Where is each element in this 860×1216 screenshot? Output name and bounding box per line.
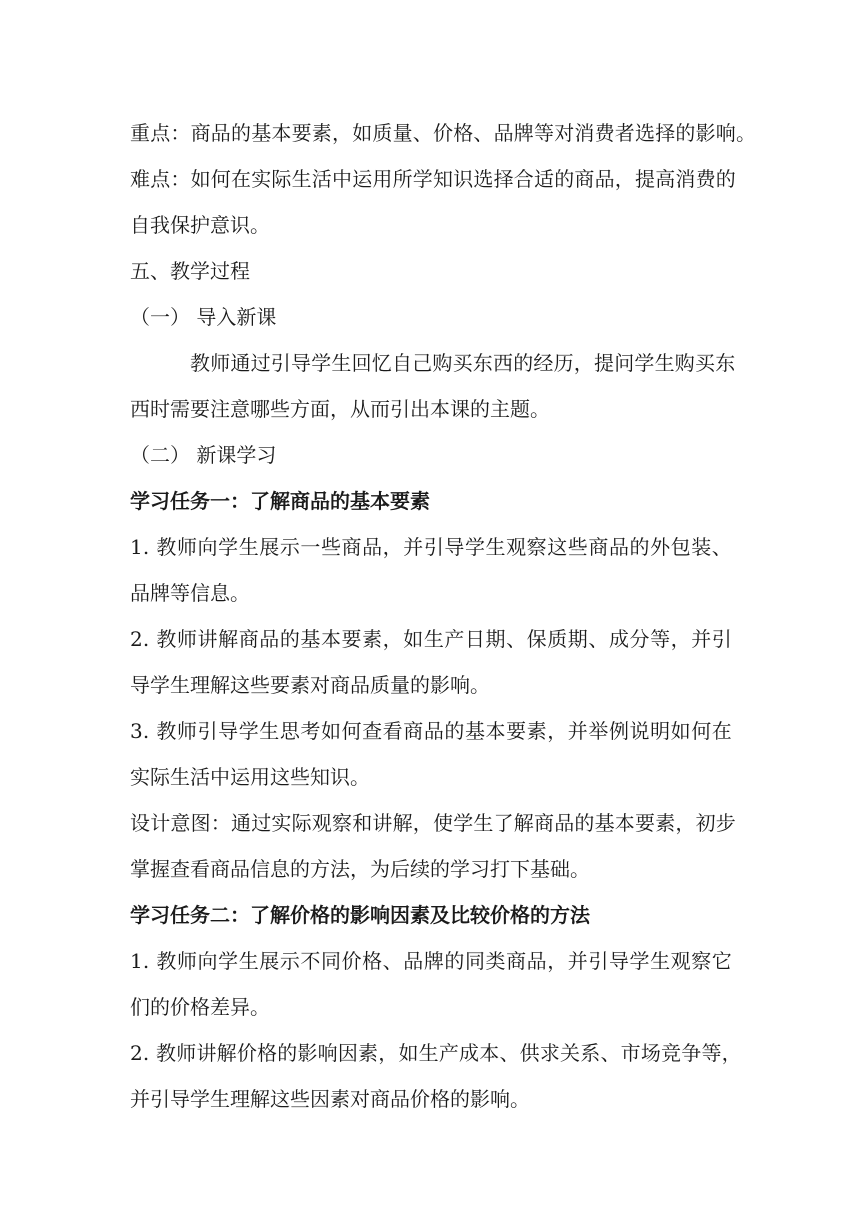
text-line: （一） 导入新课 xyxy=(130,305,277,329)
text-line: 掌握查看商品信息的方法，为后续的学习打下基础。 xyxy=(130,857,590,881)
text-line: 2. 教师讲解商品的基本要素，如生产日期、保质期、成分等，并引 xyxy=(130,627,732,651)
text-line: 3. 教师引导学生思考如何查看商品的基本要素，并举例说明如何在 xyxy=(130,719,732,743)
text-line: 设计意图：通过实际观察和讲解，使学生了解商品的基本要素，初步 xyxy=(130,811,736,835)
text-line: 们的价格差异。 xyxy=(130,995,270,1019)
text-line: 西时需要注意哪些方面，从而引出本课的主题。 xyxy=(130,397,550,421)
text-line: 教师通过引导学生回忆自己购买东西的经历，提问学生购买东 xyxy=(190,351,736,375)
text-line: （二） 新课学习 xyxy=(130,443,277,467)
text-line: 导学生理解这些要素对商品质量的影响。 xyxy=(130,673,490,697)
text-line: 1. 教师向学生展示不同价格、品牌的同类商品，并引导学生观察它 xyxy=(130,949,732,973)
section-heading: 学习任务一：了解商品的基本要素 xyxy=(130,489,430,513)
text-line: 品牌等信息。 xyxy=(130,581,250,605)
text-line: 1. 教师向学生展示一些商品，并引导学生观察这些商品的外包装、 xyxy=(130,535,732,559)
text-line: 五、教学过程 xyxy=(130,259,250,283)
text-line: 难点：如何在实际生活中运用所学知识选择合适的商品，提高消费的 xyxy=(130,167,736,191)
text-line: 2. 教师讲解价格的影响因素，如生产成本、供求关系、市场竞争等， xyxy=(130,1041,742,1065)
section-heading: 学习任务二：了解价格的影响因素及比较价格的方法 xyxy=(130,903,590,927)
text-line: 实际生活中运用这些知识。 xyxy=(130,765,370,789)
document-body xyxy=(130,110,757,1122)
text-line: 自我保护意识。 xyxy=(130,213,270,237)
text-line: 重点：商品的基本要素，如质量、价格、品牌等对消费者选择的影响。 xyxy=(130,121,757,145)
text-line: 并引导学生理解这些因素对商品价格的影响。 xyxy=(130,1087,530,1111)
